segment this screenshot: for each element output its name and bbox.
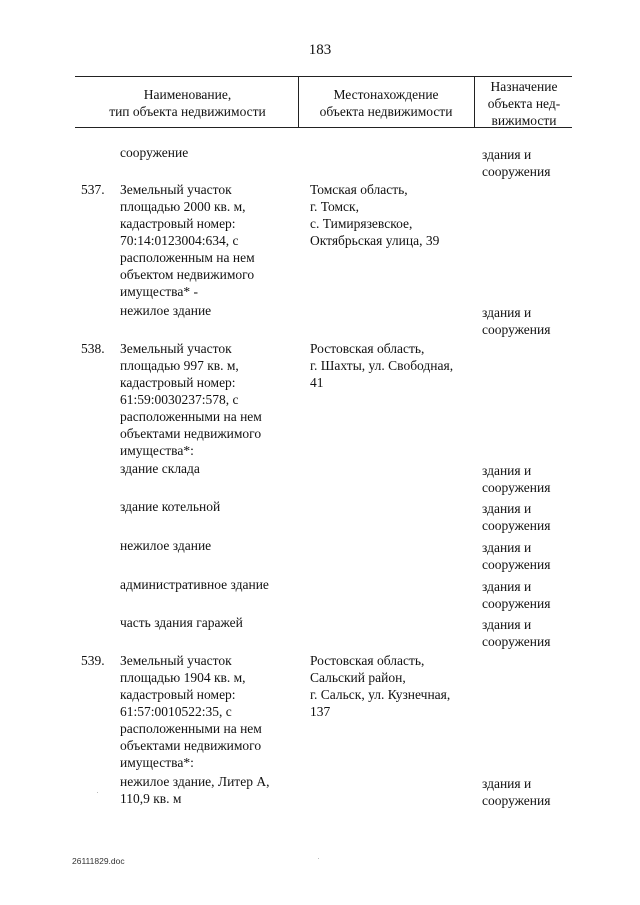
row-name: сооружение — [120, 145, 189, 160]
row-name: Земельный участок площадью 2000 кв. м, кадастровый номер: 70:14:0123004:634, с расположенным на нем объектом недвижимого имущества* - — [120, 182, 255, 299]
row-purpose: здания и сооружения — [482, 305, 551, 337]
header-name-type: Наименование, тип объекта недвижимости — [109, 87, 266, 119]
scan-speck — [318, 858, 319, 859]
row-purpose: здания и сооружения — [482, 579, 551, 611]
row-name: Земельный участок площадью 997 кв. м, кадастровый номер: 61:59:0030237:578, с расположенными на нем объектами недвижимого имущества*: — [120, 341, 262, 458]
row-name: нежилое здание — [120, 303, 212, 318]
row-name: Земельный участок площадью 1904 кв. м, кадастровый номер: 61:57:0010522:35, с расположенными на нем объектами недвижимого имущества*: — [120, 653, 262, 770]
row-location: Ростовская область, г. Шахты, ул. Свободная, 41 — [310, 341, 454, 390]
page-number: 183 — [308, 42, 332, 58]
row-name: здание котельной — [120, 499, 221, 514]
row-name: нежилое здание — [120, 538, 212, 553]
scan-speck — [97, 792, 98, 793]
row-name: административное здание — [120, 577, 269, 592]
row-number: 537. — [81, 182, 105, 197]
row-name: здание склада — [120, 461, 200, 476]
row-name: нежилое здание, Литер А, 110,9 кв. м — [120, 774, 270, 806]
row-location: Томская область, г. Томск, с. Тимирязевское, Октябрьская улица, 39 — [310, 182, 440, 248]
header-purpose: Назначение объекта нед- вижимости — [487, 79, 561, 128]
header-divider-1 — [298, 76, 299, 127]
row-number: 538. — [81, 341, 105, 356]
footer-filename: 26111829.doc — [72, 856, 125, 866]
row-location: Ростовская область, Сальский район, г. Сальск, ул. Кузнечная, 137 — [310, 653, 451, 719]
row-number: 539. — [81, 653, 105, 668]
row-purpose: здания и сооружения — [482, 147, 551, 179]
header-divider-2 — [474, 76, 475, 127]
row-purpose: здания и сооружения — [482, 617, 551, 649]
row-purpose: здания и сооружения — [482, 540, 551, 572]
header-location: Местонахождение объекта недвижимости — [319, 87, 453, 119]
row-purpose: здания и сооружения — [482, 501, 551, 533]
row-purpose: здания и сооружения — [482, 776, 551, 808]
table-top-rule — [75, 76, 572, 77]
row-purpose: здания и сооружения — [482, 463, 551, 495]
row-name: часть здания гаражей — [120, 615, 243, 630]
